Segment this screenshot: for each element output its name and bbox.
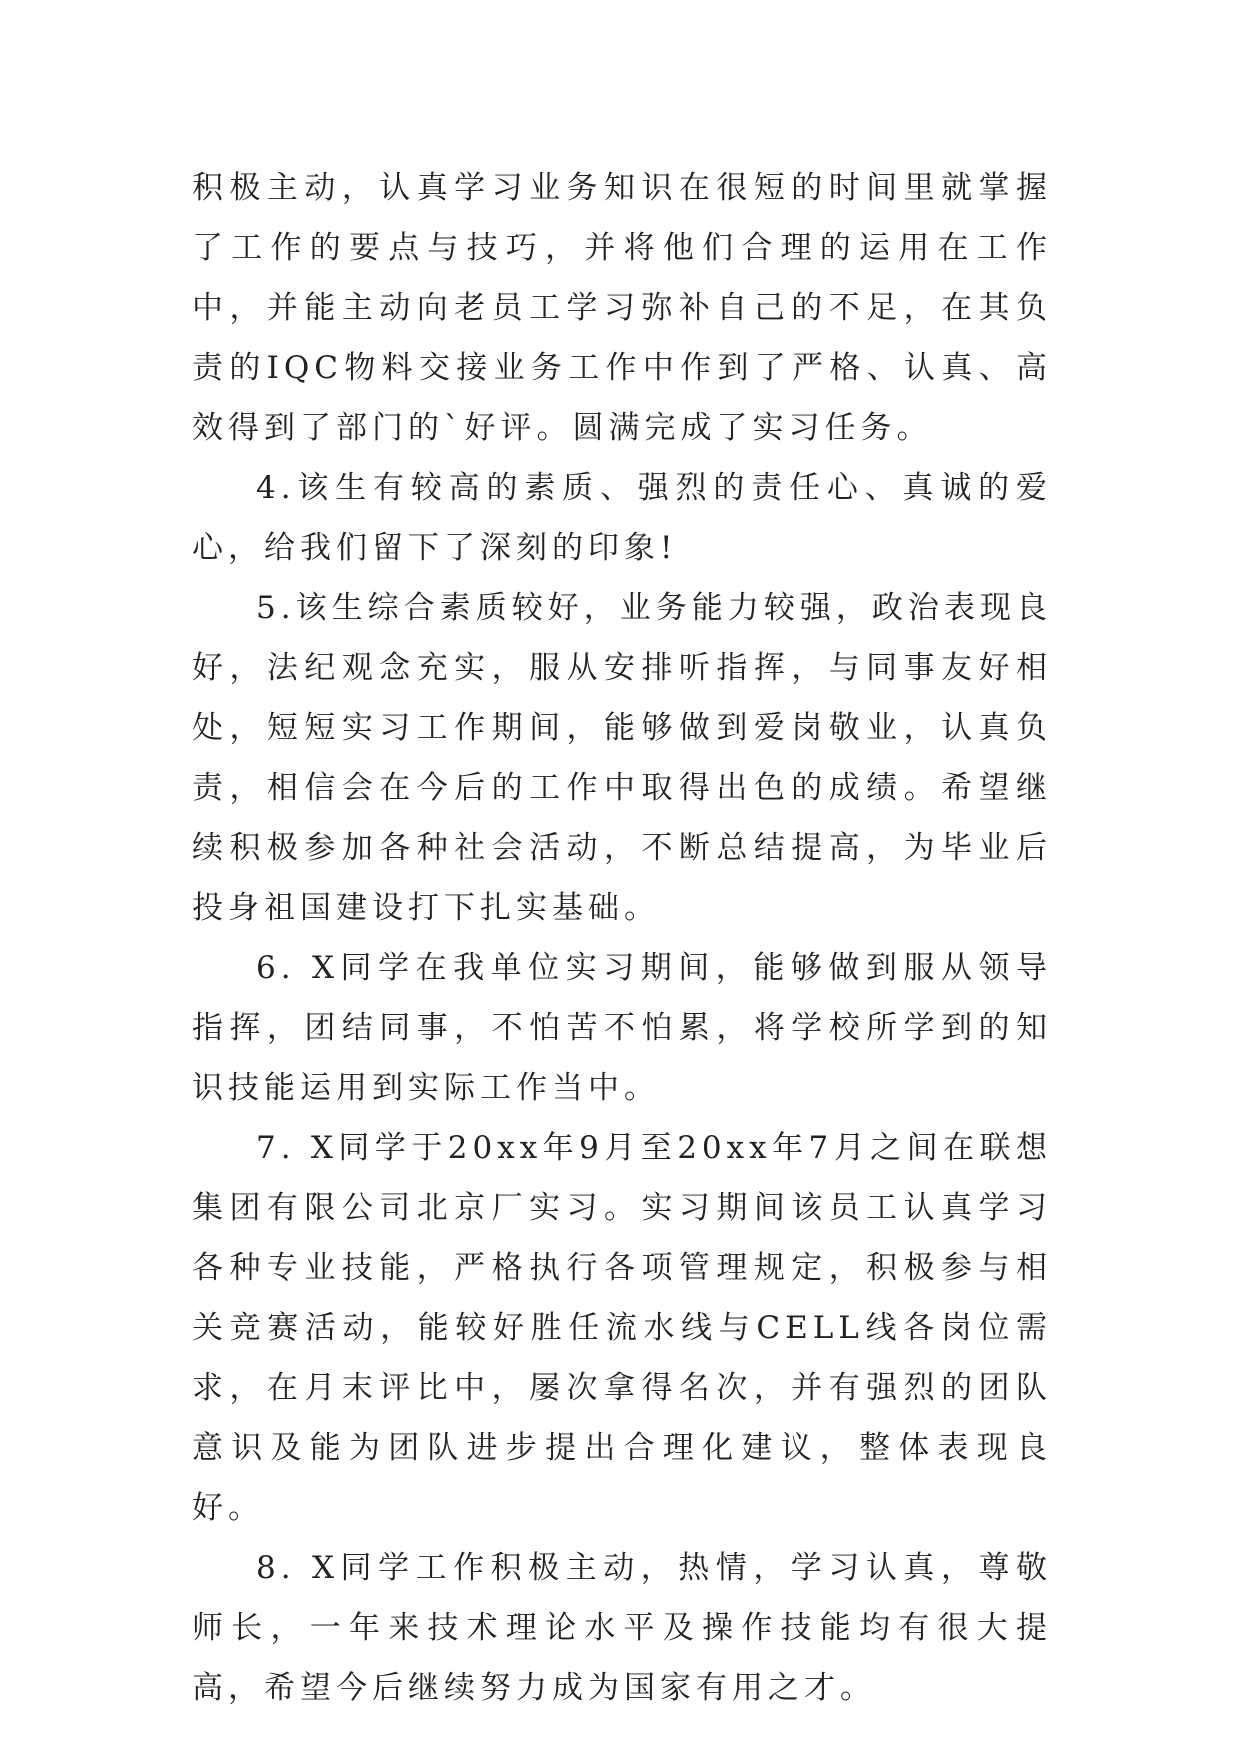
paragraph-item-8: 8. X同学工作积极主动，热情，学习认真，尊敬师长，一年来技术理论水平及操作技能均有很大提高，希望今后继续努力成为国家有用之才。 — [192, 1550, 1052, 1706]
paragraph-item-4: 4.该生有较高的素质、强烈的责任心、真诚的爱心，给我们留下了深刻的印象! — [192, 470, 1052, 566]
paragraph-continued: 积极主动，认真学习业务知识在很短的时间里就掌握了工作的要点与技巧，并将他们合理的运用在工作中，并能主动向老员工学习弥补自己的不足，在其负责的IQC物料交接业务工作中作到了严格、认真、高效得到了部门的`好评。圆满完成了实习任务。 — [192, 170, 1052, 446]
paragraph-item-6: 6. X同学在我单位实习期间，能够做到服从领导指挥，团结同事，不怕苦不怕累，将学校所学到的知识技能运用到实际工作当中。 — [192, 950, 1052, 1106]
document-body — [192, 158, 1052, 1718]
paragraph-item-7: 7. X同学于20xx年9月至20xx年7月之间在联想集团有限公司北京厂实习。实习期间该员工认真学习各种专业技能，严格执行各项管理规定，积极参与相关竞赛活动，能较好胜任流水线与CELL线各岗位需求，在月末评比中，屡次拿得名次，并有强烈的团队意识及能为团队进步提出合理化建议，整体表现良好。 — [192, 1130, 1052, 1526]
paragraph-item-5: 5.该生综合素质较好，业务能力较强，政治表现良好，法纪观念充实，服从安排听指挥，与同事友好相处，短短实习工作期间，能够做到爱岗敬业，认真负责，相信会在今后的工作中取得出色的成绩。希望继续积极参加各种社会活动，不断总结提高，为毕业后投身祖国建设打下扎实基础。 — [192, 590, 1052, 926]
